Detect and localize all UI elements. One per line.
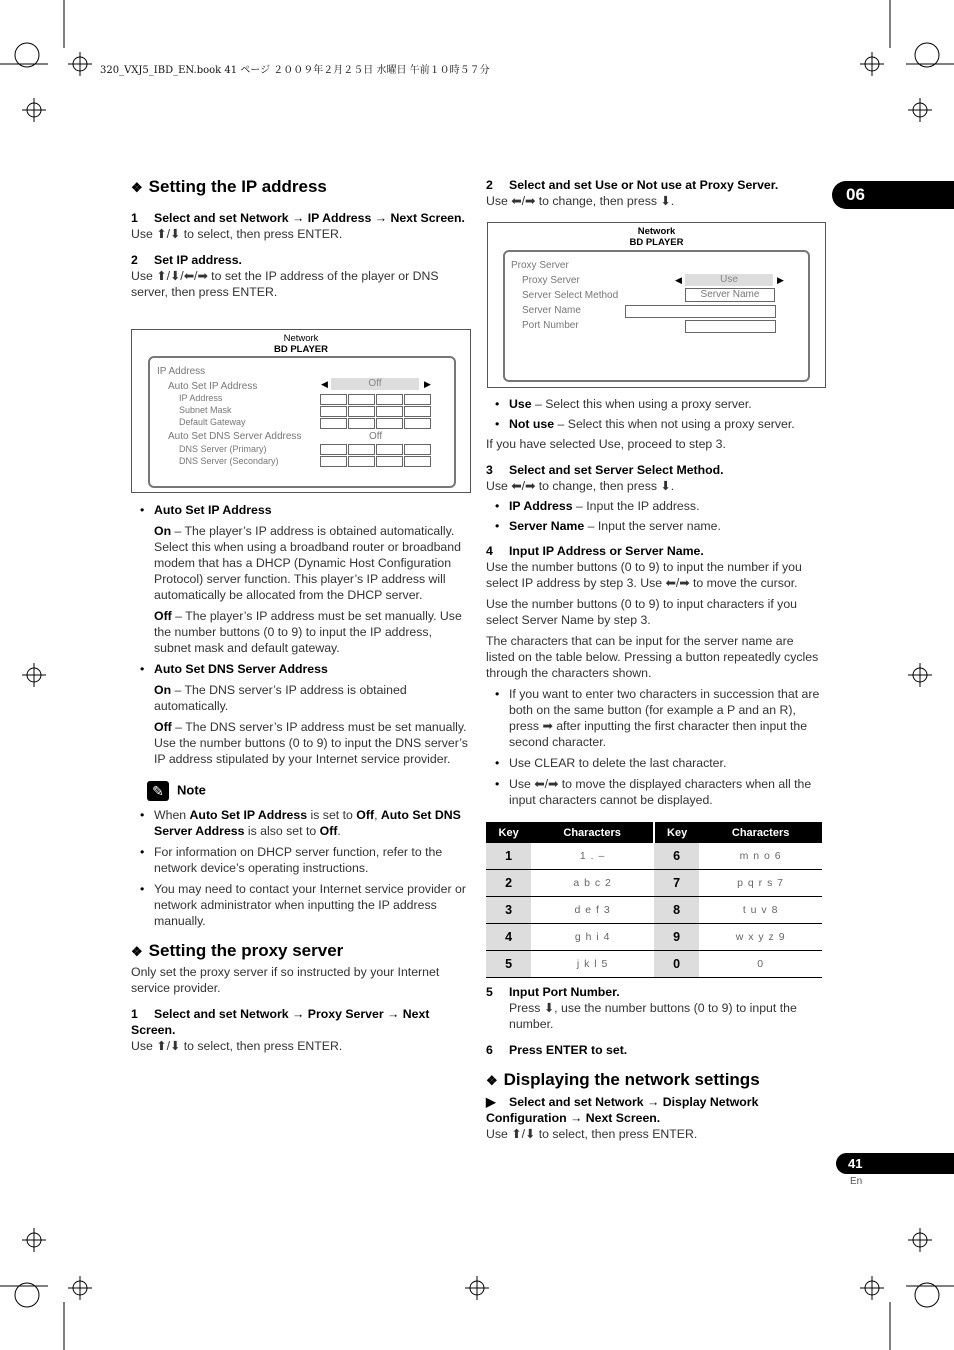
auto-dns-label: Auto Set DNS Server Address [168,431,302,442]
left-column-lower [131,502,470,1054]
proxy-step-2: 2 Select and set Use or Not use at Proxy Server. [486,178,779,192]
display-step-body: Use ⬆/⬇ to select, then press ENTER. [486,1127,698,1141]
table-header: Key Characters Key Characters [486,822,822,843]
option-use: • Use – Select this when using a proxy server. [486,396,822,412]
proxy-step-3: 3 Select and set Server Select Method. [486,463,724,477]
chapter-tab: 06 [832,181,954,209]
ip-settings-screen [131,329,471,493]
proxy-server-value[interactable]: Use [685,274,773,286]
language-label: En [850,1176,863,1187]
auto-dns-value[interactable]: Off [369,431,383,442]
bullet-auto-dns: • Auto Set DNS Server Address [131,661,470,677]
file-header: 320_VXJ5_IBD_EN.book 41 ページ ２００９年２月２５日 水曜日 午前１０時５７分 [100,65,490,76]
proxy-step-5-body: Press ⬇, use the number buttons (0 to 9) to input the number. [509,1001,797,1031]
method-name: • Server Name – Input the server name. [486,518,822,534]
server-name-label: Server Name [522,305,581,316]
section-title-proxy: ❖ Setting the proxy server [131,941,344,960]
bullet-auto-ip: • Auto Set IP Address [131,502,470,518]
proxy-step-2-body: Use ⬅/➡ to change, then press ⬇. [486,194,675,208]
ip-step-1: 1 Select and set Network → IP Address → Next Screen. [131,211,465,225]
dns-secondary-label: DNS Server (Secondary) [179,456,279,466]
auto-ip-on: On – The player’s IP address is obtained automatically. Select this when using a broadband router or broadband modem that has a DHCP (Dynamic Host Configuration Protocol) server function. This player’s IP address will automatically be allocated from the DHCP server. [154,524,461,602]
right-column-bottom [486,984,822,1142]
proxy-if-use: If you have selected Use, proceed to step 3. [486,437,726,451]
screen-title: Network [283,333,319,344]
note-item: • For information on DHCP server function, refer to the network device’s operating instructions. [131,844,470,876]
auto-dns-on: On – The DNS server’s IP address is obtained automatically. [154,683,407,713]
display-step: ▶ Select and set Network → Display Network Configuration → Next Screen. [486,1095,759,1125]
proxy-step-1: 1 Select and set Network → Proxy Server → Next Screen. [131,1007,430,1037]
gateway-label: Default Gateway [179,417,246,427]
char-tip: • If you want to enter two characters in succession that are both on the same button (for example a P and an R), press ➡ after inputting the first character then input the second character. [486,686,822,750]
proxy-step-6: 6 Press ENTER to set. [486,1043,628,1057]
ip-address-label: IP Address [179,393,223,403]
screen-title: Network [637,226,676,237]
left-arrow-icon[interactable]: ◀ [675,275,682,285]
left-column [131,177,470,300]
ip-step-2-body: Use ⬆/⬇/⬅/➡ to set the IP address of the player or DNS server, then press ENTER. [131,269,439,299]
screen-subtitle: BD PLAYER [629,237,684,248]
proxy-step-5: 5 Input Port Number. [486,985,620,999]
table-row: 2 a b c 2 7 p q r s 7 [486,870,822,897]
auto-ip-off: Off – The player’s IP address must be set manually. Use the number buttons (0 to 9) to input the IP address, subnet mask and default gateway. [154,609,462,655]
table-row: 3 d e f 3 8 t u v 8 [486,897,822,924]
proxy-step-1-body: Use ⬆/⬇ to select, then press ENTER. [131,1039,343,1053]
port-number-label: Port Number [522,320,579,331]
option-not-use: • Not use – Select this when not using a proxy server. [486,416,822,432]
step-4-text: Use the number buttons (0 to 9) to input the number if you select IP address by step 3. Use ⬅/➡ to move the cursor. [486,560,802,590]
character-table [486,822,822,978]
proxy-intro: Only set the proxy server if so instructed by your Internet service provider. [131,965,440,995]
section-title-ip: ❖ Setting the IP address [131,177,327,196]
proxy-server-label: Proxy Server [522,275,580,286]
step-4-text: Use the number buttons (0 to 9) to input characters if you select Server Name by step 3. [486,597,798,627]
auto-ip-value[interactable]: Off [331,378,419,390]
server-name-field[interactable] [625,305,776,318]
right-arrow-icon[interactable]: ▶ [777,275,784,285]
auto-ip-label: Auto Set IP Address [168,381,258,392]
right-column-lower [486,396,822,808]
auto-dns-off: Off – The DNS server’s IP address must be set manually. Use the number buttons (0 to 9) to input the DNS server’s IP address stipulated by your Internet service provider. [154,720,468,766]
port-number-field[interactable] [685,320,776,333]
left-arrow-icon[interactable]: ◀ [321,379,328,389]
section-title-display: ❖ Displaying the network settings [486,1070,760,1089]
pencil-icon: ✎ [147,781,169,801]
ip-step-1-body: Use ⬆/⬇ to select, then press ENTER. [131,227,343,241]
dns-primary-label: DNS Server (Primary) [179,444,267,454]
table-row: 5 j k l 5 0 0 [486,951,822,978]
screen-subtitle: BD PLAYER [273,344,329,355]
table-row: 4 g h i 4 9 w x y z 9 [486,924,822,951]
proxy-step-3-body: Use ⬅/➡ to change, then press ⬇. [486,479,675,493]
char-tip: • Use CLEAR to delete the last character. [486,755,822,771]
proxy-step-4: 4 Input IP Address or Server Name. [486,544,704,558]
right-arrow-icon[interactable]: ▶ [424,379,431,389]
ip-group-label: IP Address [157,366,206,377]
table-row: 1 1 . – 6 m n o 6 [486,843,822,870]
server-method-label: Server Select Method [522,290,619,301]
method-ip: • IP Address – Input the IP address. [486,498,822,514]
subnet-label: Subnet Mask [179,405,232,415]
proxy-settings-screen [487,222,826,388]
proxy-group-label: Proxy Server [511,260,569,271]
step-4-text: The characters that can be input for the server name are listed on the table below. Pressing a button repeatedly cycles through the characters shown. [486,634,819,680]
ip-step-2: 2 Set IP address. [131,253,242,267]
page-number: 41 [836,1153,954,1174]
note-item: • You may need to contact your Internet service provider or network administrator when inputting the IP address manually. [131,881,470,929]
char-tip: • Use ⬅/➡ to move the displayed characters when all the input characters cannot be displayed. [486,776,822,808]
note-item: • When Auto Set IP Address is set to Off, Auto Set DNS Server Address is also set to Off. [131,807,470,839]
right-column [486,177,822,209]
server-method-value[interactable]: Server Name [685,288,775,302]
note-heading: ✎ Note [131,781,470,801]
